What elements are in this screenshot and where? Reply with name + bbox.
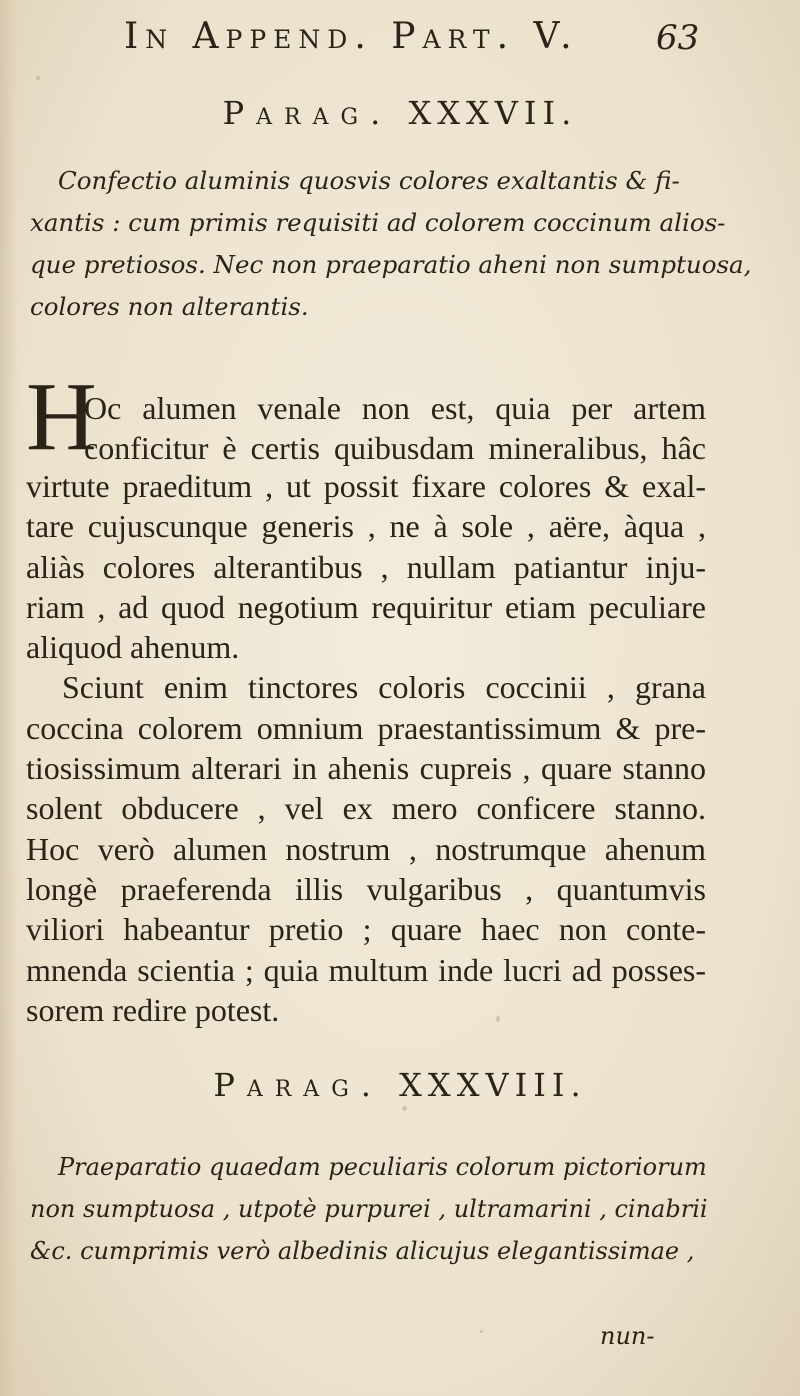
- body-line: viliori habeantur pretio ; quare haec non conte-: [26, 911, 706, 948]
- body-line: riam , ad quod negotium requiritur etiam peculiare: [26, 588, 706, 625]
- body-line: sorem redire potest.: [26, 991, 280, 1028]
- body-line: tiosissimum alterari in ahenis cupreis , quare stanno: [26, 750, 706, 787]
- body-line: aliquod ahenum.: [26, 629, 240, 666]
- paper-speck: [402, 1106, 407, 1111]
- summary-line: non sumptuosa , utpotè purpurei , ultramarini , cinabrii: [30, 1195, 708, 1223]
- section-37-opening-lines: [84, 388, 706, 468]
- body-line: conficitur è certis quibusdam mineralibus, hâc: [84, 430, 706, 466]
- body-line: coccina colorem omnium praestantissimum & pre-: [26, 709, 706, 746]
- section-38-heading-number: XXXVIII.: [399, 1066, 587, 1104]
- paper-speck: [36, 76, 40, 80]
- body-line: Sciunt enim tinctores coloris coccinii , grana: [62, 669, 706, 706]
- page-edge-shadow: [0, 0, 18, 1396]
- body-line: aliàs colores alterantibus , nullam patiantur inju-: [26, 548, 706, 585]
- paper-speck: [496, 1016, 500, 1022]
- summary-line: que pretiosos. Nec non praeparatio aheni non sumptuosa,: [30, 250, 752, 279]
- section-37-heading: [0, 94, 800, 132]
- body-line: mnenda scientia ; quia multum inde lucri ad posses-: [26, 951, 706, 988]
- section-37-heading-label: Parag.: [222, 94, 393, 132]
- section-37-heading-number: XXXVII.: [408, 94, 578, 132]
- summary-line: &c. cumprimis verò albedinis alicujus elegantissimae ,: [30, 1237, 695, 1265]
- body-line: longè praeferenda illis vulgaribus , quantumvis: [26, 870, 706, 907]
- section-38-heading: [0, 1066, 800, 1104]
- section-38-summary: [30, 1146, 708, 1272]
- section-37-body: [26, 466, 706, 1030]
- body-line: tare cujuscunque generis , ne à sole , aëre, àqua ,: [26, 508, 706, 545]
- section-37-summary: [30, 160, 751, 328]
- running-head: [0, 10, 800, 60]
- body-line: Oc alumen venale non est, quia per artem: [84, 390, 706, 426]
- body-line: solent obducere , vel ex mero conficere stanno.: [26, 790, 706, 827]
- summary-line: Confectio aluminis quosvis colores exaltantis & fi-: [58, 166, 680, 195]
- catchword: nun-: [600, 1322, 655, 1350]
- summary-line: xantis : cum primis requisiti ad colorem coccinum alios-: [30, 208, 726, 237]
- running-head-title: In Append. Part. V.: [124, 16, 579, 57]
- page-number: 63: [656, 18, 700, 58]
- section-38-heading-label: Parag.: [213, 1066, 383, 1104]
- paper-speck: [480, 1330, 483, 1333]
- body-line: virtute praeditum , ut possit fixare colores & exal-: [26, 468, 706, 504]
- body-line: Hoc verò alumen nostrum , nostrumque ahenum: [26, 830, 706, 867]
- drop-cap: H: [26, 363, 97, 471]
- summary-line: Praeparatio quaedam peculiaris colorum pictoriorum: [58, 1153, 707, 1181]
- summary-line: colores non alterantis.: [30, 292, 309, 321]
